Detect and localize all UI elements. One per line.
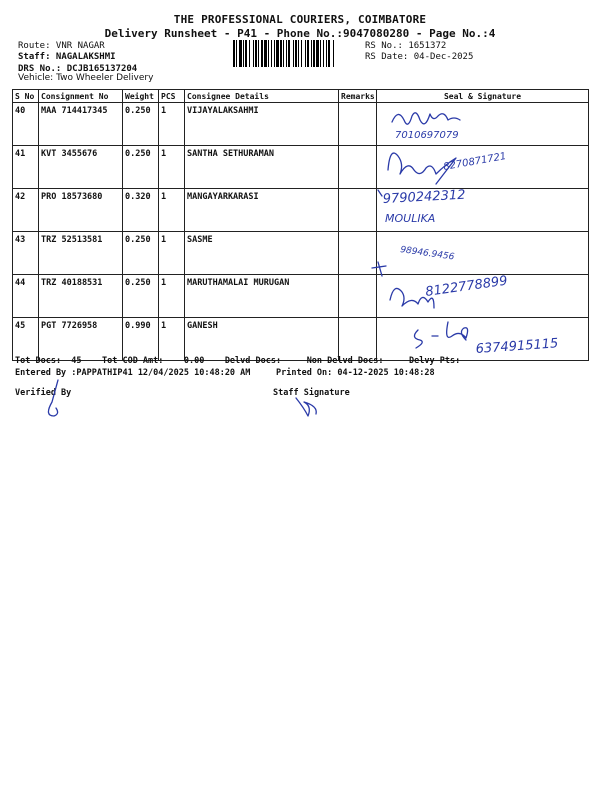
company-title: THE PROFESSIONAL COURIERS, COIMBATORE (173, 13, 427, 26)
cell-sno: 41 (13, 146, 39, 189)
handwritten-phone-41: 8270871721 (442, 151, 508, 173)
cell-consignment: PGT 7726958 (39, 318, 123, 361)
staff-label: Staff: NAGALAKSHMI (18, 52, 116, 62)
table-row (13, 232, 589, 275)
cell-remarks (339, 103, 377, 146)
table-row (13, 275, 589, 318)
handwritten-name-42: MOULIKA (385, 212, 436, 225)
cell-remarks (339, 318, 377, 361)
handwritten-phone-40: 7010697079 (395, 130, 459, 141)
vehicle-label: Vehicle: Two Wheeler Delivery (18, 73, 154, 83)
cell-remarks (339, 275, 377, 318)
col-sno: S No (13, 90, 39, 103)
cell-sno: 42 (13, 189, 39, 232)
cell-consignee: VIJAYALAKSAHMI (185, 103, 339, 146)
cell-consignment: KVT 3455676 (39, 146, 123, 189)
col-remarks: Remarks (339, 90, 377, 103)
cell-signature (377, 189, 589, 232)
rs-date: RS Date: 04-Dec-2025 (365, 52, 474, 62)
cell-consignment: MAA 714417345 (39, 103, 123, 146)
table-header-row (13, 90, 589, 103)
cell-remarks (339, 189, 377, 232)
cell-signature (377, 232, 589, 275)
cell-weight: 0.250 (123, 146, 159, 189)
cell-weight: 0.990 (123, 318, 159, 361)
handwritten-phone-44: 8122778899 (424, 273, 509, 300)
cell-signature (377, 103, 589, 146)
table-row (13, 318, 589, 361)
cell-consignment: TRZ 52513581 (39, 232, 123, 275)
cell-sno: 44 (13, 275, 39, 318)
cell-pcs: 1 (159, 275, 185, 318)
cell-consignment: TRZ 40188531 (39, 275, 123, 318)
cell-consignee: MARUTHAMALAI MURUGAN (185, 275, 339, 318)
cell-sno: 45 (13, 318, 39, 361)
handwritten-phone-43: 98946.9456 (399, 245, 455, 263)
staff-scribble (296, 398, 316, 416)
cell-weight: 0.250 (123, 103, 159, 146)
col-pcs: PCS (159, 90, 185, 103)
runsheet-table (12, 89, 589, 361)
drs-number: DRS No.: DCJB165137204 (18, 64, 138, 74)
entered-by-line: Entered By :PAPPATHIP41 12/04/2025 10:48:20 AM Printed On: 04-12-2025 10:48:28 (15, 368, 435, 378)
cell-consignee: GANESH (185, 318, 339, 361)
cell-sno: 40 (13, 103, 39, 146)
verified-scribble (48, 380, 58, 416)
table-row (13, 146, 589, 189)
cell-signature (377, 275, 589, 318)
cell-consignment: PRO 18573680 (39, 189, 123, 232)
cell-weight: 0.250 (123, 232, 159, 275)
cell-consignee: MANGAYARKARASI (185, 189, 339, 232)
col-weight: Weight (123, 90, 159, 103)
verified-by-label: Verified By (15, 388, 72, 398)
table-row (13, 103, 589, 146)
table-row (13, 189, 589, 232)
rs-number: RS No.: 1651372 (365, 41, 447, 51)
barcode (233, 40, 359, 67)
cell-remarks (339, 232, 377, 275)
cell-remarks (339, 146, 377, 189)
cell-weight: 0.250 (123, 275, 159, 318)
cell-pcs: 1 (159, 318, 185, 361)
cell-sno: 43 (13, 232, 39, 275)
cell-pcs: 1 (159, 146, 185, 189)
totals-line: Tot Docs: 45 Tot COD Amt: 0.00 Delvd Docs: Non Delvd Docs: Delvy Pts: (15, 356, 461, 366)
handwritten-phone-42: 9790242312 (382, 187, 466, 207)
cell-pcs: 1 (159, 189, 185, 232)
cell-weight: 0.320 (123, 189, 159, 232)
staff-signature-label: Staff Signature (273, 388, 350, 398)
runsheet-subtitle: Delivery Runsheet - P41 - Phone No.:9047080280 - Page No.:4 (104, 27, 496, 40)
cell-signature (377, 146, 589, 189)
col-consignee: Consignee Details (185, 90, 339, 103)
cell-consignee: SANTHA SETHURAMAN (185, 146, 339, 189)
col-consignment: Consignment No (39, 90, 123, 103)
cell-pcs: 1 (159, 103, 185, 146)
handwritten-phone-45: 6374915115 (475, 336, 559, 357)
cell-pcs: 1 (159, 232, 185, 275)
route-label: Route: VNR NAGAR (18, 41, 105, 51)
cell-consignee: SASME (185, 232, 339, 275)
cell-signature (377, 318, 589, 361)
col-signature: Seal & Signature (377, 90, 589, 103)
